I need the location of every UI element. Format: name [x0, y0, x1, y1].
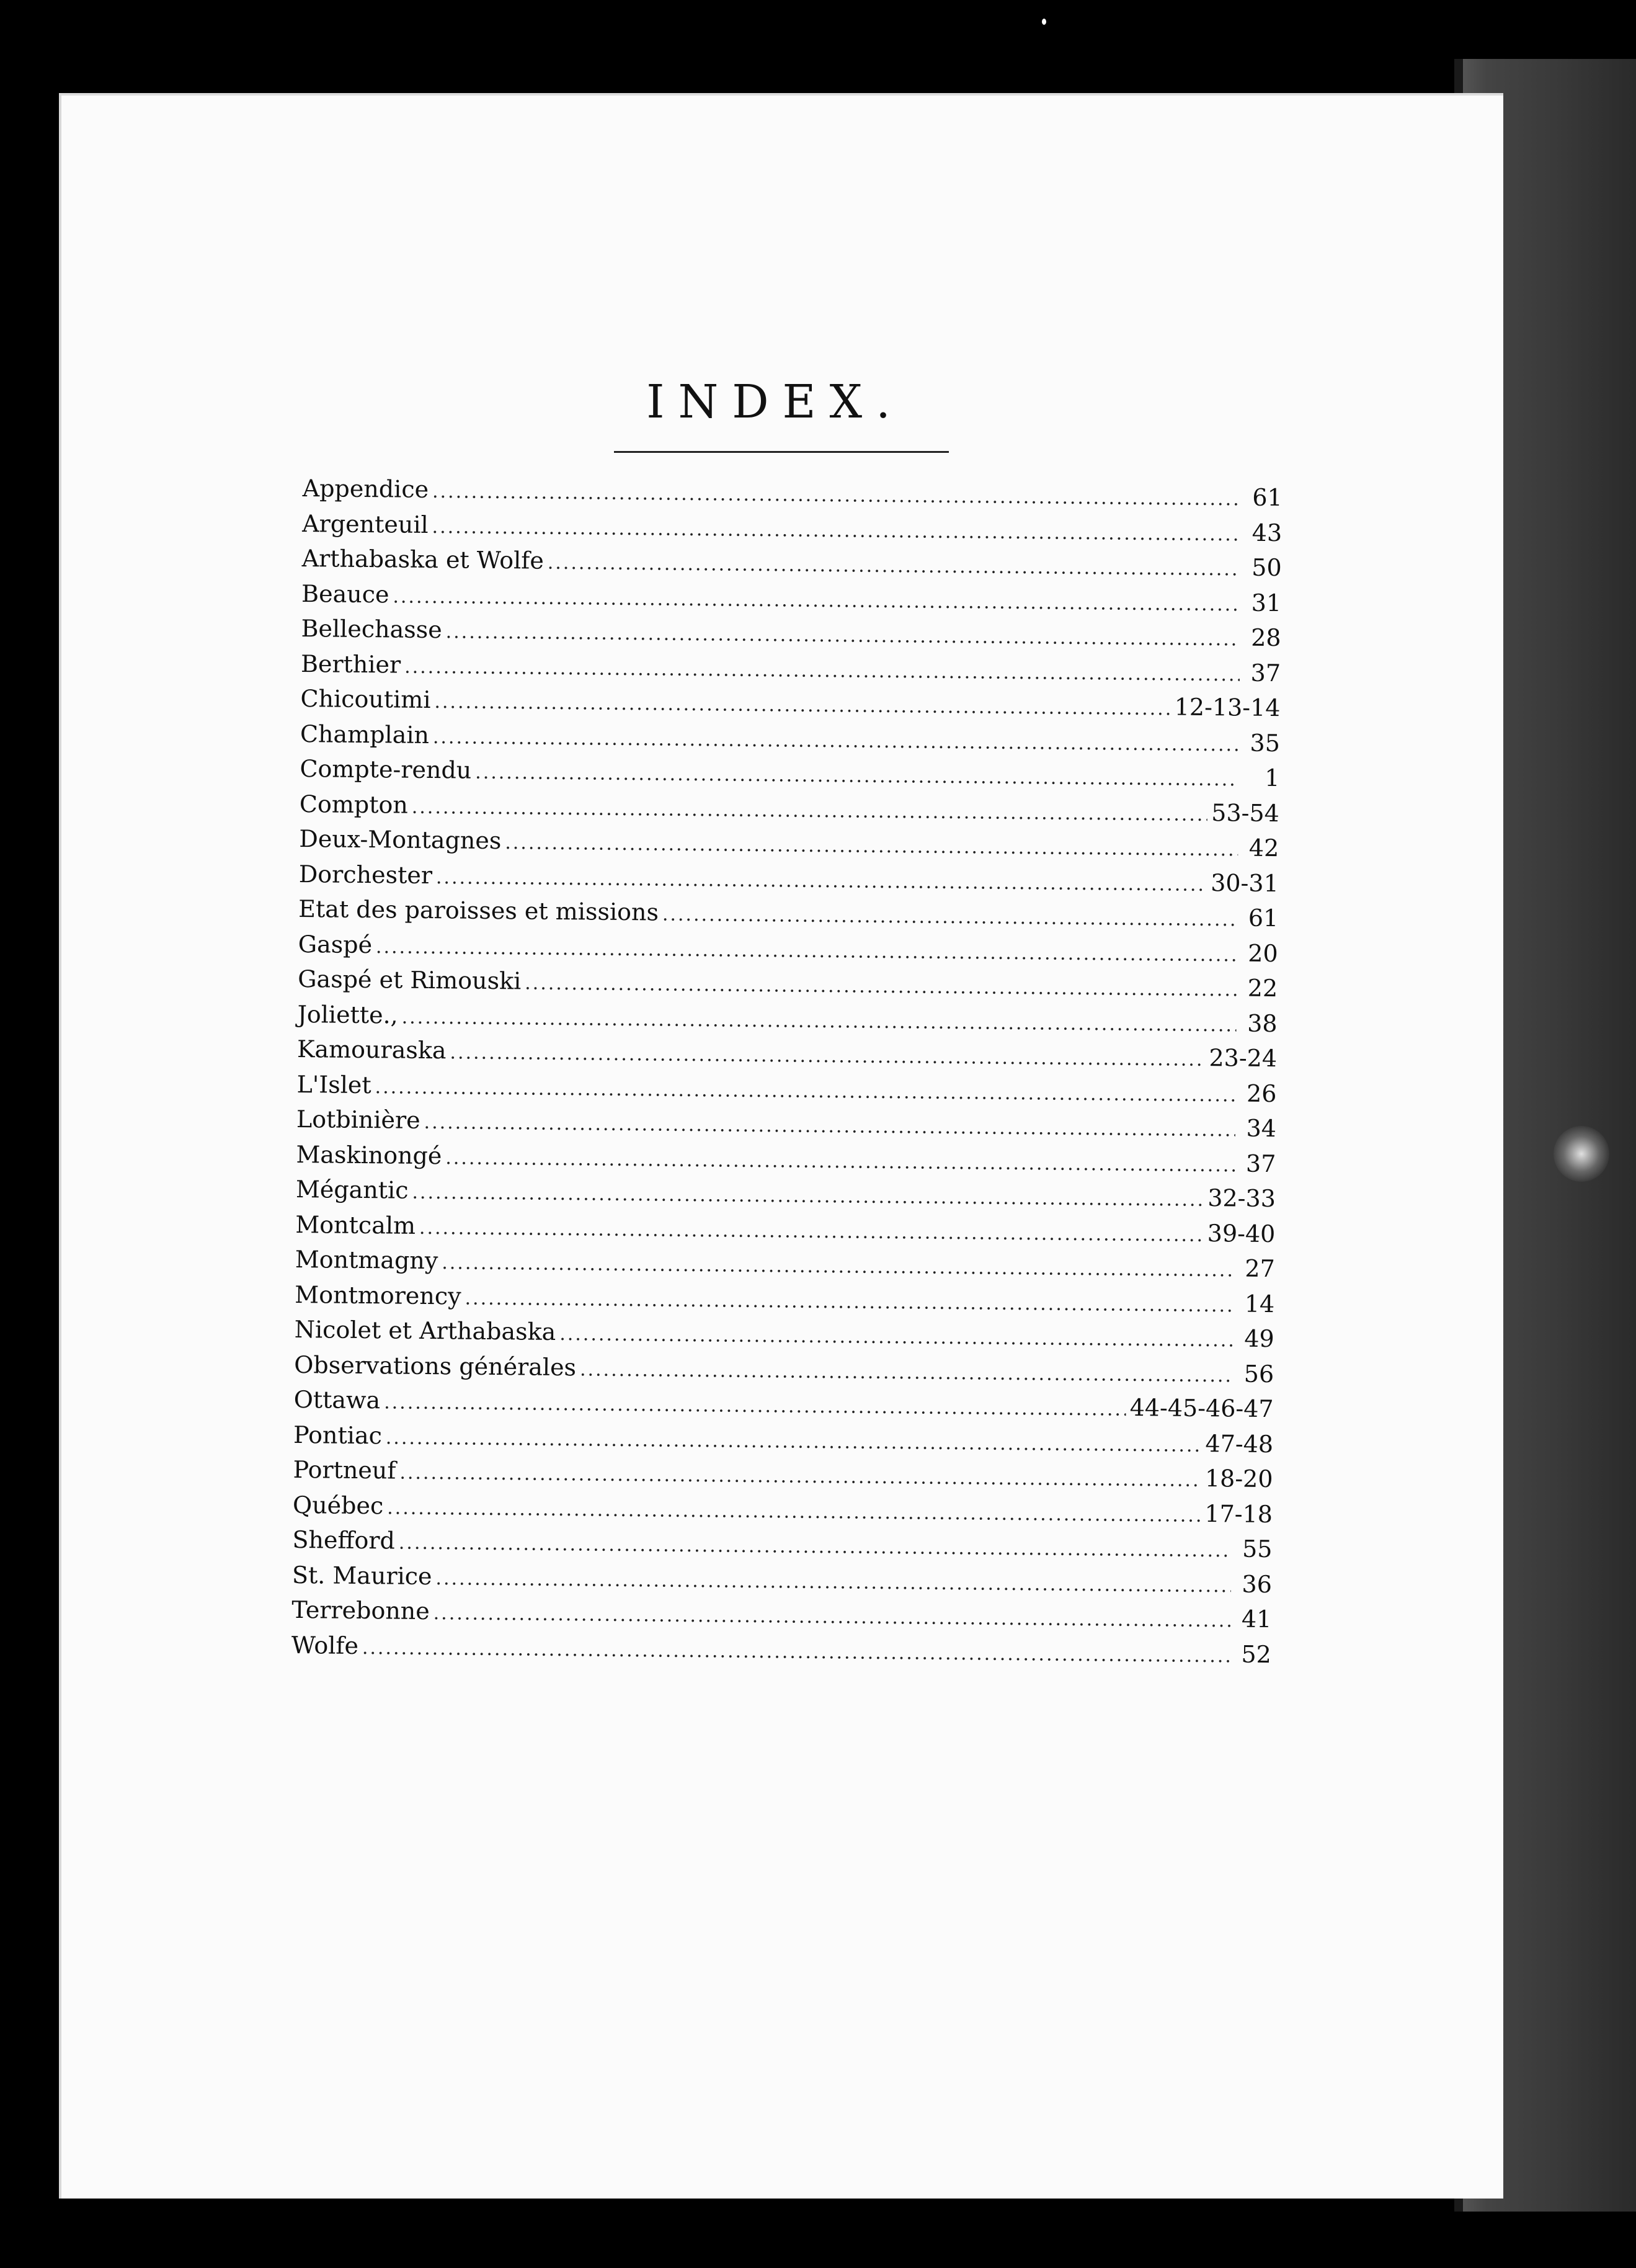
entry-page-number: 61 — [1252, 483, 1283, 512]
entry-page-number: 18-20 — [1204, 1465, 1273, 1493]
dot-leader — [412, 796, 1208, 825]
dot-leader — [402, 1006, 1237, 1036]
dot-leader — [662, 904, 1238, 931]
entry-page-number: 28 — [1250, 623, 1281, 652]
entry-label: St. Maurice — [291, 1561, 432, 1590]
dot-leader — [434, 691, 1171, 720]
dot-leader — [386, 1427, 1202, 1457]
entry-label: L'Islet — [296, 1070, 371, 1099]
entry-page-number: 35 — [1250, 729, 1281, 757]
entry-label: Champlain — [300, 720, 430, 749]
entry-page-number: 36 — [1242, 1570, 1273, 1598]
entry-page-number: 55 — [1242, 1535, 1273, 1563]
dot-leader — [505, 832, 1238, 860]
entry-label: Ottawa — [293, 1385, 381, 1414]
entry-label: Gaspé et Rimouski — [297, 965, 522, 995]
entry-page-number: 44-45-46-47 — [1129, 1393, 1274, 1423]
dot-leader — [559, 1323, 1234, 1351]
dot-leader — [475, 762, 1238, 791]
entry-page-number: 12-13-14 — [1174, 693, 1281, 722]
entry-page-number: 61 — [1248, 904, 1279, 932]
entry-label: Observations générales — [294, 1351, 577, 1381]
entry-page-number: 14 — [1244, 1290, 1275, 1318]
entry-page-number: 30-31 — [1210, 868, 1279, 897]
entry-label: Etat des paroisses et missions — [298, 895, 659, 926]
entry-page-number: 32-33 — [1207, 1184, 1276, 1213]
entry-page-number: 41 — [1241, 1605, 1272, 1633]
entry-label: Arthabaska et Wolfe — [301, 544, 545, 574]
title-rule — [614, 451, 949, 453]
dot-leader — [424, 1112, 1235, 1141]
entry-page-number: 37 — [1250, 659, 1281, 687]
entry-label: Bellechasse — [301, 614, 442, 644]
dot-leader — [399, 1462, 1201, 1491]
dot-leader — [525, 972, 1237, 1001]
entry-label: Montmagny — [295, 1245, 438, 1275]
entry-page-number: 26 — [1246, 1079, 1277, 1107]
entry-label: Wolfe — [291, 1631, 359, 1659]
entry-label: Joliette., — [297, 1000, 398, 1029]
dot-leader — [412, 1182, 1204, 1211]
entry-label: Terrebonne — [291, 1596, 430, 1625]
dot-leader — [450, 1042, 1205, 1071]
dot-leader — [435, 1568, 1231, 1597]
dot-leader — [433, 1602, 1231, 1632]
entry-page-number: 1 — [1264, 764, 1280, 792]
entry-label: Beauce — [301, 579, 389, 608]
entry-label: Pontiac — [293, 1421, 383, 1449]
dot-leader — [384, 1391, 1126, 1420]
dot-leader — [446, 621, 1240, 650]
entry-page-number: 37 — [1245, 1150, 1276, 1177]
dot-leader — [362, 1637, 1230, 1667]
entry-label: Chicoutimi — [300, 684, 431, 713]
dot-leader — [548, 552, 1241, 581]
entry-label: Montmorency — [295, 1280, 461, 1310]
entry-page-number: 23-24 — [1209, 1044, 1278, 1073]
dot-leader — [404, 656, 1240, 685]
index-title: INDEX. — [646, 375, 904, 429]
entry-page-number: 34 — [1246, 1114, 1277, 1143]
entry-page-number: 49 — [1244, 1324, 1274, 1353]
entry-label: Appendice — [302, 475, 429, 503]
entry-label: Compte-rendu — [300, 754, 472, 784]
entry-label: Montcalm — [295, 1210, 416, 1239]
entry-label: Mégantic — [295, 1175, 409, 1204]
dot-leader — [432, 516, 1241, 546]
light-glare — [1554, 1126, 1609, 1182]
entry-label: Deux-Montagnes — [299, 824, 502, 855]
entry-page-number: 43 — [1251, 519, 1283, 547]
dot-leader — [465, 1287, 1234, 1316]
entry-page-number: 53-54 — [1211, 798, 1280, 827]
entry-page-number: 50 — [1251, 553, 1282, 582]
dot-leader — [442, 1252, 1234, 1281]
dot-leader — [419, 1217, 1204, 1246]
entry-page-number: 27 — [1245, 1254, 1275, 1283]
entry-page-number: 42 — [1248, 834, 1279, 862]
dot-leader — [375, 1076, 1235, 1106]
entry-label: Gaspé — [298, 930, 373, 958]
dot-leader — [393, 586, 1240, 615]
entry-page-number: 31 — [1251, 589, 1282, 617]
dot-leader — [436, 867, 1207, 896]
entry-label: Dorchester — [298, 860, 433, 889]
dot-leader — [376, 936, 1237, 966]
entry-label: Shefford — [292, 1525, 396, 1555]
entry-label: Nicolet et Arthabaska — [294, 1315, 556, 1346]
entry-label: Maskinongé — [296, 1140, 442, 1169]
entry-page-number: 39-40 — [1207, 1219, 1276, 1248]
entry-page-number: 47-48 — [1205, 1429, 1274, 1458]
dot-leader — [387, 1497, 1201, 1527]
dot-leader — [580, 1359, 1233, 1386]
entry-page-number: 38 — [1247, 1009, 1278, 1037]
dot-leader — [433, 726, 1239, 756]
entry-label: Lotbinière — [296, 1105, 420, 1134]
entry-page-number: 52 — [1241, 1640, 1272, 1668]
entry-label: Québec — [292, 1491, 384, 1519]
dust-speck — [1042, 19, 1046, 25]
entry-page-number: 20 — [1248, 939, 1278, 967]
entry-page-number: 17-18 — [1204, 1499, 1273, 1528]
entry-label: Compton — [299, 790, 409, 819]
dot-leader — [445, 1147, 1235, 1176]
entry-page-number: 22 — [1247, 974, 1278, 1002]
entry-label: Portneuf — [293, 1455, 396, 1484]
entry-label: Argenteuil — [302, 509, 429, 538]
entry-label: Berthier — [300, 650, 401, 679]
dot-leader — [399, 1532, 1232, 1562]
entry-page-number: 56 — [1243, 1360, 1274, 1388]
index-list — [291, 475, 1283, 1676]
dot-leader — [432, 481, 1242, 511]
entry-label: Kamouraska — [296, 1035, 447, 1065]
